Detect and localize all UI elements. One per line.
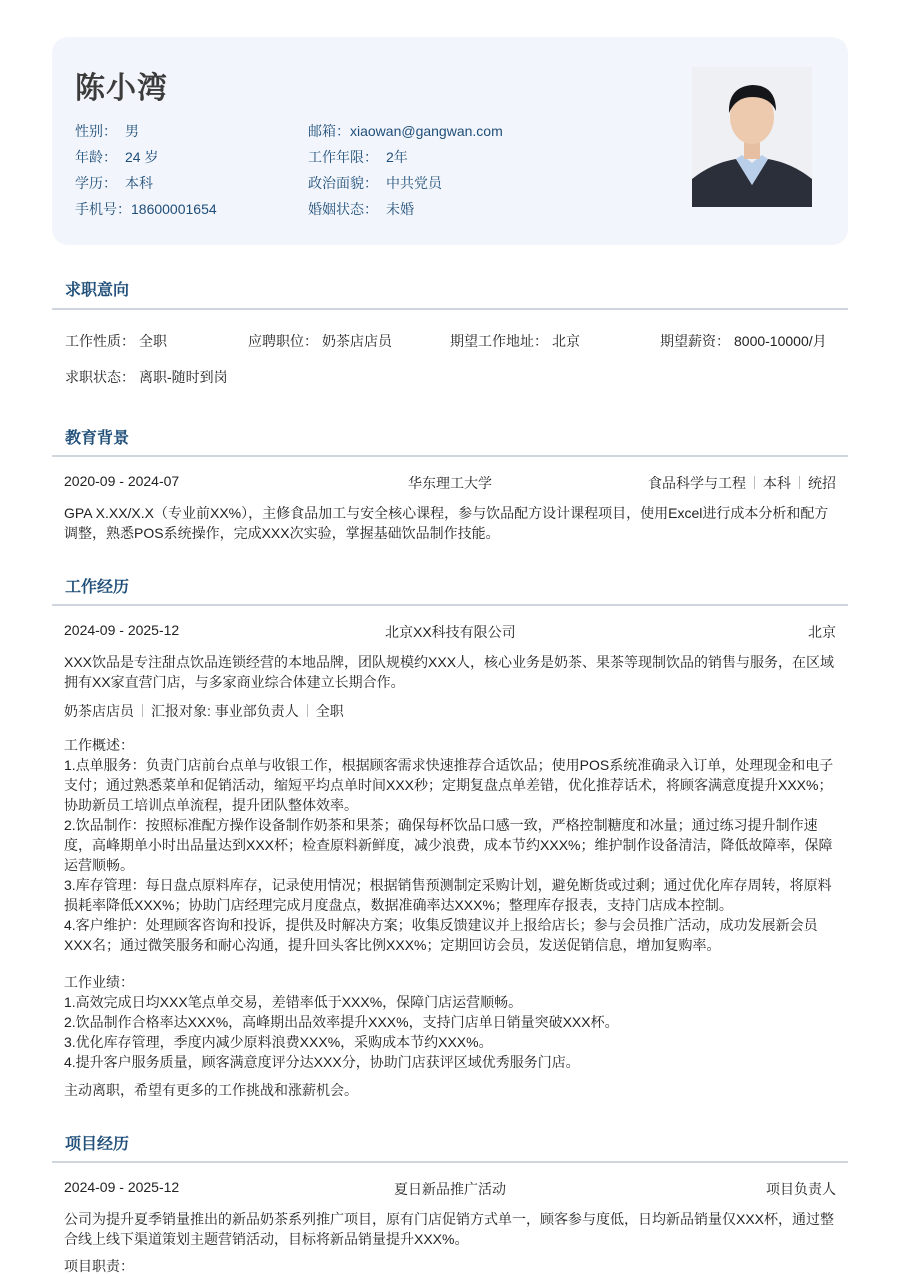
intent-position-value: 奶茶店店员	[322, 333, 392, 349]
years-row	[308, 147, 408, 167]
politics-label: 政治面貌：	[308, 175, 378, 191]
education-meta	[648, 473, 836, 493]
overview-line: 运营顺畅。	[64, 857, 134, 873]
leave-reason: 主动离职，希望有更多的工作挑战和涨薪机会。	[64, 1082, 358, 1098]
email-label: 邮箱：	[308, 123, 350, 139]
overview-line: 2.饮品制作：按照标准配方操作设备制作奶茶和果茶；确保每杯饮品口感一致，严格控制糖度和冰量；通过练习提升制作速	[64, 817, 818, 833]
overview-line: 损耗率降低XXX%；协助门店经理完成月度盘点，数据准确率达XXX%；整理库存报表，支持门店成本控制。	[64, 897, 733, 913]
project-role: 项目负责人	[766, 1181, 836, 1197]
overview-line: XXX名；通过微笑服务和耐心沟通，提升回头客比例XXX%；定期回访会员，发送促销信息，增加复购率。	[64, 937, 721, 953]
intent-status	[65, 367, 228, 387]
intent-type	[65, 331, 167, 351]
education-degree: 本科	[763, 475, 791, 491]
project-dates: 2024-09 - 2025-12	[64, 1179, 180, 1195]
work-divider	[52, 604, 848, 606]
education-desc-line: GPA X.XX/X.X（专业前XX%），主修食品加工与安全核心课程，参与饮品配方设计课程项目，使用Excel进行成本分析和配方	[64, 505, 829, 521]
intent-position	[248, 331, 392, 351]
work-employment: 全职	[315, 703, 344, 719]
marital-row	[308, 199, 414, 219]
work-dates: 2024-09 - 2025-12	[64, 622, 180, 638]
overview-line: 度，高峰期单小时出品量达到XXX杯；检查原料新鲜度，减少浪费，成本节约XXX%；维护制作设备清洁，降低故障率，保障	[64, 837, 833, 853]
work-achievements	[64, 972, 839, 1072]
marital-label: 婚姻状态：	[308, 201, 378, 217]
gender-value: 男	[125, 123, 139, 139]
overview-line: 1.点单服务：负责门店前台点单与收银工作，根据顾客需求快速推荐合适饮品；使用POS系统准确录入订单，处理现金和电子	[64, 757, 834, 773]
email-row	[308, 121, 503, 141]
project-name: 夏日新品推广活动	[394, 1181, 506, 1197]
work-city: 北京	[808, 624, 836, 640]
project-duty-title: 项目职责：	[64, 1258, 134, 1274]
gender-label: 性别：	[75, 123, 117, 139]
politics-value: 中共党员	[386, 175, 442, 191]
achieve-title: 工作业绩：	[64, 974, 134, 990]
education-dates: 2020-09 - 2024-07	[64, 473, 180, 489]
work-section-title: 工作经历	[65, 579, 130, 596]
education-label: 学历：	[75, 175, 117, 191]
age-label: 年龄：	[75, 149, 117, 165]
phone-row	[75, 199, 217, 219]
age-value: 24 岁	[125, 149, 159, 165]
overview-line: 3.库存管理：每日盘点原料库存，记录使用情况；根据销售预测制定采购计划，避免断货或过剩；通过优化库存周转，将原料	[64, 877, 832, 893]
education-major: 食品科学与工程	[648, 475, 746, 491]
divider	[754, 476, 755, 489]
overview-title: 工作概述：	[64, 737, 134, 753]
intent-location-value: 北京	[552, 333, 580, 349]
gender-row	[75, 121, 139, 141]
project-desc-line: 公司为提升夏季销量推出的新品奶茶系列推广项目，原有门店促销方式单一，顾客参与度低，日均新品销量仅XXX杯，通过整	[64, 1211, 835, 1227]
education-description	[64, 503, 839, 543]
intent-salary	[660, 331, 827, 351]
overview-line: 支付；通过熟悉菜单和促销活动，缩短平均点单时间XXX秒；定期复盘点单差错，优化推荐话术，将顾客满意度提升XXX%；	[64, 777, 833, 793]
achieve-line: 4.提升客户服务质量，顾客满意度评分达XXX分，协助门店获评区域优秀服务门店。	[64, 1054, 580, 1070]
project-desc-line: 合线上线下渠道策划主题营销活动，目标将新品销量提升XXX%。	[64, 1231, 469, 1247]
education-admission: 统招	[808, 475, 836, 491]
project-description	[64, 1209, 839, 1249]
politics-row	[308, 173, 442, 193]
company-desc-line: XXX饮品是专注甜点饮品连锁经营的本地品牌，团队规模约XXX人，核心业务是奶茶、果茶等现制饮品的销售与服务，在区域	[64, 654, 835, 670]
intent-position-label: 应聘职位：	[248, 333, 318, 349]
achieve-line: 3.优化库存管理，季度内减少原料浪费XXX%，采购成本节约XXX%。	[64, 1034, 493, 1050]
overview-line: 4.客户维护：处理顾客咨询和投诉，提供及时解决方案；收集反馈建议并上报给店长；参与会员推广活动，成功发展新会员	[64, 917, 818, 933]
divider	[307, 704, 308, 717]
intent-type-value: 全职	[139, 333, 167, 349]
email-value[interactable]: xiaowan@gangwan.com	[350, 123, 503, 139]
age-row	[75, 147, 158, 167]
years-value: 2年	[386, 149, 408, 165]
intent-status-value: 离职-随时到岗	[139, 369, 228, 385]
intent-status-label: 求职状态：	[65, 369, 135, 385]
candidate-name: 陈小湾	[75, 72, 168, 105]
profile-photo	[692, 67, 812, 207]
divider	[142, 704, 143, 717]
intent-divider	[52, 308, 848, 310]
project-divider	[52, 1161, 848, 1163]
education-desc-line: 调整，熟悉POS系统操作，完成XXX次实验，掌握基础饮品制作技能。	[64, 525, 500, 541]
work-company-description	[64, 652, 839, 692]
marital-value: 未婚	[386, 201, 414, 217]
intent-location	[450, 331, 580, 351]
education-divider	[52, 455, 848, 457]
achieve-line: 2.饮品制作合格率达XXX%，高峰期出品效率提升XXX%，支持门店单日销量突破XXX杯。	[64, 1014, 619, 1030]
project-section-title: 项目经历	[65, 1136, 130, 1153]
intent-salary-value: 8000-10000/月	[734, 333, 827, 349]
intent-salary-label: 期望薪资：	[660, 333, 730, 349]
work-overview	[64, 735, 839, 955]
years-label: 工作年限：	[308, 149, 378, 165]
company-desc-line: 拥有XX家直营门店，与多家商业综合体建立长期合作。	[64, 674, 405, 690]
overview-line: 协助新员工培训点单流程，提升团队整体效率。	[64, 797, 358, 813]
work-company: 北京XX科技有限公司	[385, 624, 516, 640]
work-report: 汇报对象: 事业部负责人	[151, 703, 299, 719]
intent-type-label: 工作性质：	[65, 333, 135, 349]
phone-label: 手机号：	[75, 201, 131, 217]
phone-value: 18600001654	[131, 201, 217, 217]
work-role: 奶茶店店员	[64, 703, 134, 719]
education-school: 华东理工大学	[408, 475, 492, 491]
education-row	[75, 173, 153, 193]
achieve-line: 1.高效完成日均XXX笔点单交易，差错率低于XXX%，保障门店运营顺畅。	[64, 994, 523, 1010]
intent-location-label: 期望工作地址：	[450, 333, 548, 349]
intent-section-title: 求职意向	[65, 282, 130, 299]
education-section-title: 教育背景	[65, 430, 130, 447]
profile-card	[52, 37, 848, 245]
portrait-icon	[692, 67, 812, 207]
work-role-meta	[64, 701, 344, 721]
education-value: 本科	[125, 175, 153, 191]
divider	[799, 476, 800, 489]
